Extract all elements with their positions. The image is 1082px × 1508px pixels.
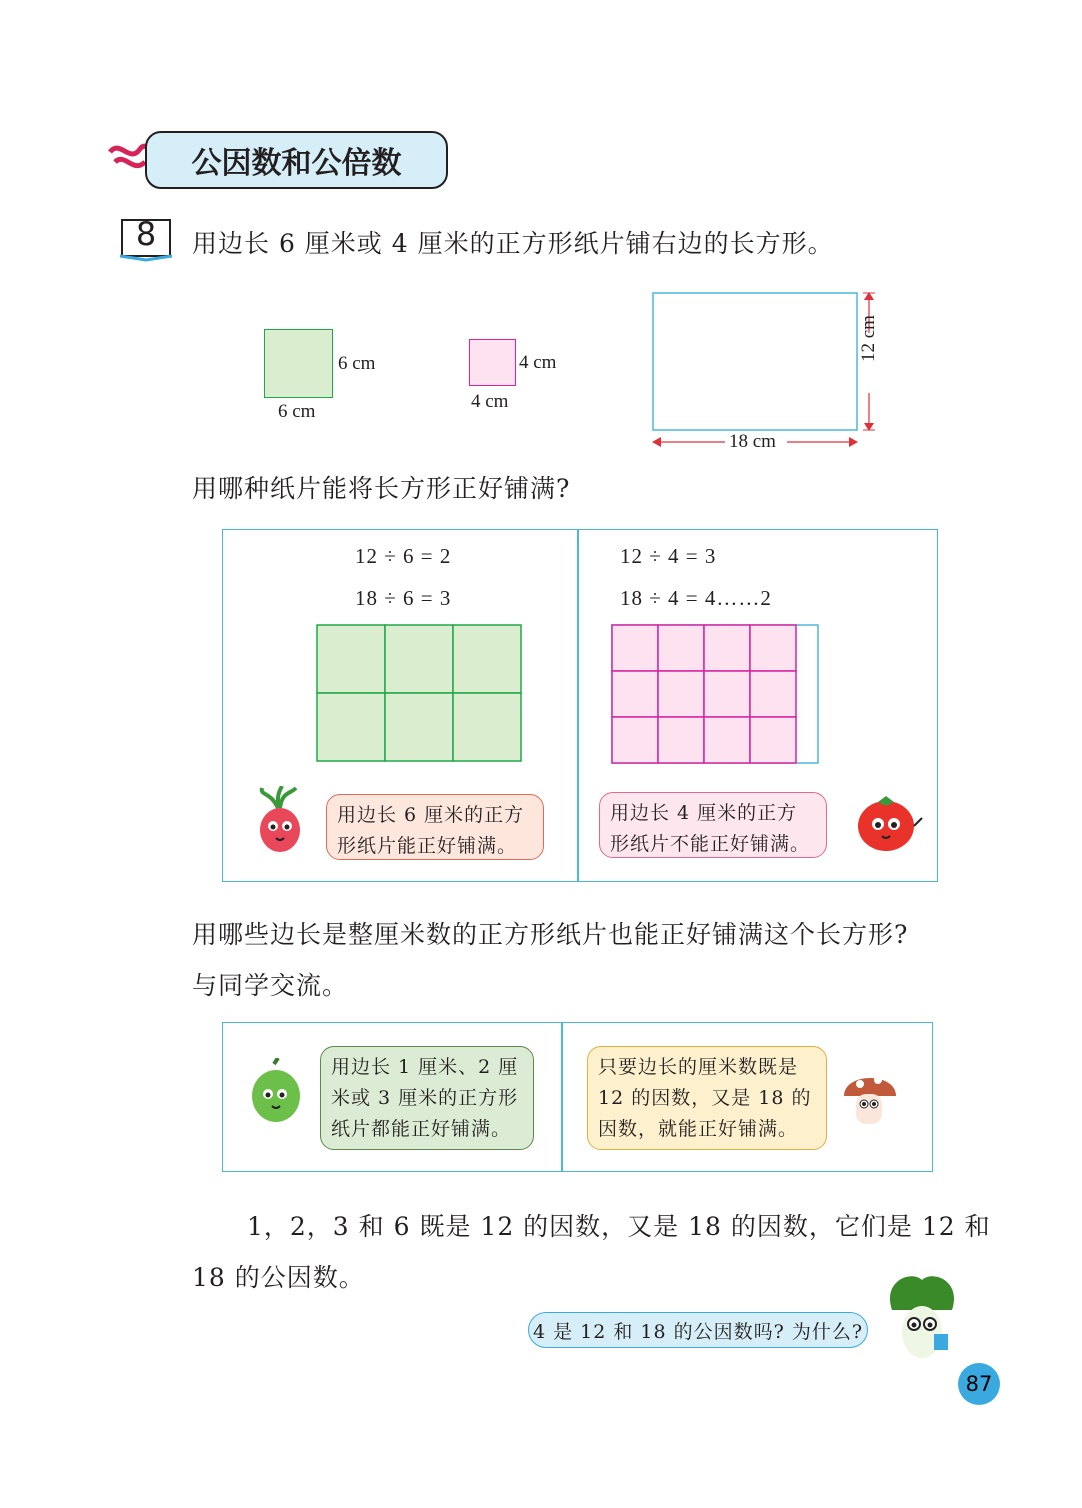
tile	[704, 671, 750, 717]
bok-choy-character-icon	[882, 1270, 962, 1366]
target-rectangle	[653, 293, 857, 430]
right-equation-1: 12 ÷ 4 = 3	[620, 544, 717, 568]
tile	[658, 625, 704, 671]
tile	[658, 717, 704, 763]
tile	[704, 625, 750, 671]
tile	[385, 693, 453, 761]
tomato-character-icon	[850, 790, 926, 858]
tile	[453, 693, 521, 761]
tile	[612, 671, 658, 717]
question-2-line-2: 与同学交流。	[192, 971, 349, 1000]
tile	[385, 625, 453, 693]
discussion-right-text: 只要边长的厘米数既是 12 的因数，又是 18 的 因数，就能正好铺满。	[598, 1056, 812, 1140]
section-title: 公因数和公倍数	[145, 131, 448, 189]
tile	[453, 625, 521, 693]
square-6-bottom-label: 6 cm	[278, 401, 316, 422]
right-tiling-grid	[611, 624, 821, 766]
square-6-side-label: 6 cm	[338, 353, 376, 374]
tile	[317, 625, 385, 693]
mushroom-character-icon	[840, 1066, 900, 1132]
left-speech-bubble	[326, 794, 544, 860]
left-bubble-text: 用边长 6 厘米的正方 形纸片能正好铺满。	[337, 804, 525, 857]
tile	[750, 717, 796, 763]
tile	[750, 625, 796, 671]
right-equation-2: 18 ÷ 4 = 4……2	[620, 586, 772, 610]
rectangle-height-label: 12 cm	[858, 315, 879, 362]
tile	[750, 671, 796, 717]
discussion-divider	[561, 1022, 563, 1172]
square-4-bottom-label: 4 cm	[471, 391, 509, 412]
right-speech-bubble	[599, 792, 827, 858]
final-question-text: 4 是 12 和 18 的公因数吗? 为什么?	[532, 1320, 864, 1343]
square-4cm	[469, 339, 516, 386]
tile	[612, 717, 658, 763]
radish-character-icon	[252, 786, 308, 858]
tile	[658, 671, 704, 717]
question-1: 用哪种纸片能将长方形正好铺满?	[192, 474, 571, 503]
square-6cm	[264, 329, 333, 398]
conclusion-line-1: 1，2，3 和 6 既是 12 的因数，又是 18 的因数，它们是 12 和	[247, 1212, 991, 1241]
discussion-right-bubble	[587, 1046, 827, 1150]
page-number: 87	[958, 1363, 1000, 1405]
tile	[704, 717, 750, 763]
conclusion-line-2: 18 的公因数。	[192, 1263, 365, 1292]
panel-divider	[577, 529, 579, 882]
example-badge	[118, 215, 174, 262]
left-equation-2: 18 ÷ 6 = 3	[355, 586, 452, 610]
final-question-bubble	[528, 1312, 868, 1348]
left-tiling-grid	[316, 624, 526, 766]
discussion-left-bubble	[320, 1046, 534, 1150]
rectangle-diagram	[645, 288, 885, 453]
discussion-left-text: 用边长 1 厘米、2 厘 米或 3 厘米的正方形 纸片都能正好铺满。	[331, 1056, 519, 1140]
rectangle-width-label: 18 cm	[729, 431, 776, 452]
tile	[317, 693, 385, 761]
example-number: 8	[135, 215, 157, 253]
square-4-side-label: 4 cm	[519, 352, 557, 373]
tile	[612, 625, 658, 671]
question-2-line-1: 用哪些边长是整厘米数的正方形纸片也能正好铺满这个长方形?	[192, 920, 909, 949]
right-bubble-text: 用边长 4 厘米的正方 形纸片不能正好铺满。	[610, 802, 811, 855]
left-equation-1: 12 ÷ 6 = 2	[355, 544, 452, 568]
problem-statement: 用边长 6 厘米或 4 厘米的正方形纸片铺右边的长方形。	[192, 229, 834, 258]
pepper-character-icon	[244, 1058, 308, 1128]
